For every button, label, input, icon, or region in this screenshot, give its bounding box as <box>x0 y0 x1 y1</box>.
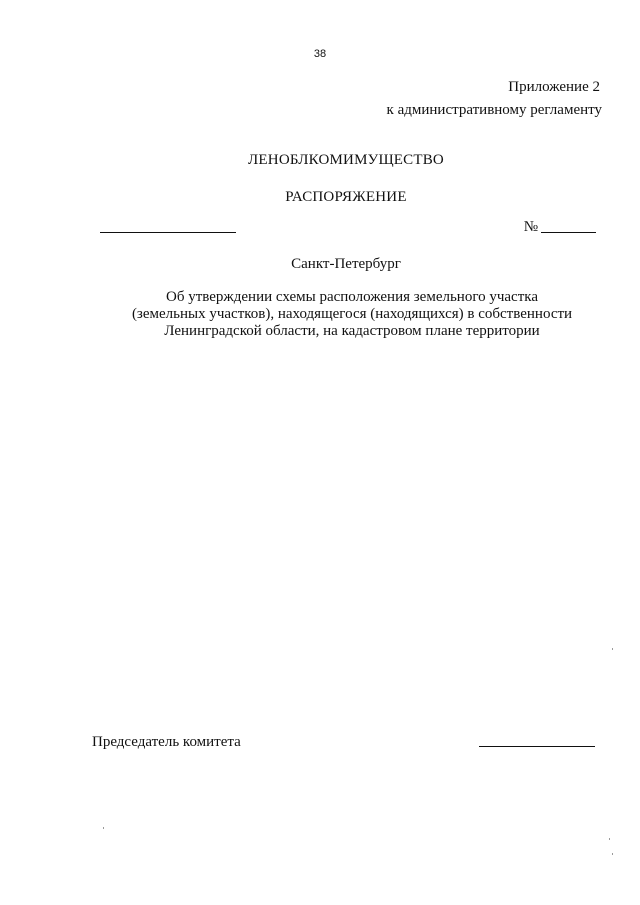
appendix-subtitle: к административному регламенту <box>386 102 602 118</box>
number-sign-label: № <box>523 219 538 235</box>
subject-line: Об утверждении схемы расположения земельного участка <box>165 289 538 305</box>
document-subject <box>100 289 604 340</box>
signature-blank-line <box>479 746 595 747</box>
page-number: 38 <box>313 48 327 60</box>
city-name: Санкт-Петербург <box>291 256 401 272</box>
date-blank-line <box>100 232 236 233</box>
document-type: РАСПОРЯЖЕНИЕ <box>285 189 407 205</box>
number-blank-line <box>541 232 596 233</box>
appendix-title: Приложение 2 <box>508 79 600 95</box>
subject-line: Ленинградской области, на кадастровом плане территории <box>164 323 540 339</box>
document-number-field <box>524 218 596 236</box>
scan-speck <box>612 853 613 855</box>
subject-line: (земельных участков), находящегося (находящихся) в собственности <box>131 306 573 322</box>
signature-title: Председатель комитета <box>92 734 241 750</box>
organization-name: ЛЕНОБЛКОМИМУЩЕСТВО <box>248 152 444 168</box>
scan-speck <box>612 648 613 650</box>
scan-speck <box>103 827 104 829</box>
scan-speck <box>609 838 610 840</box>
